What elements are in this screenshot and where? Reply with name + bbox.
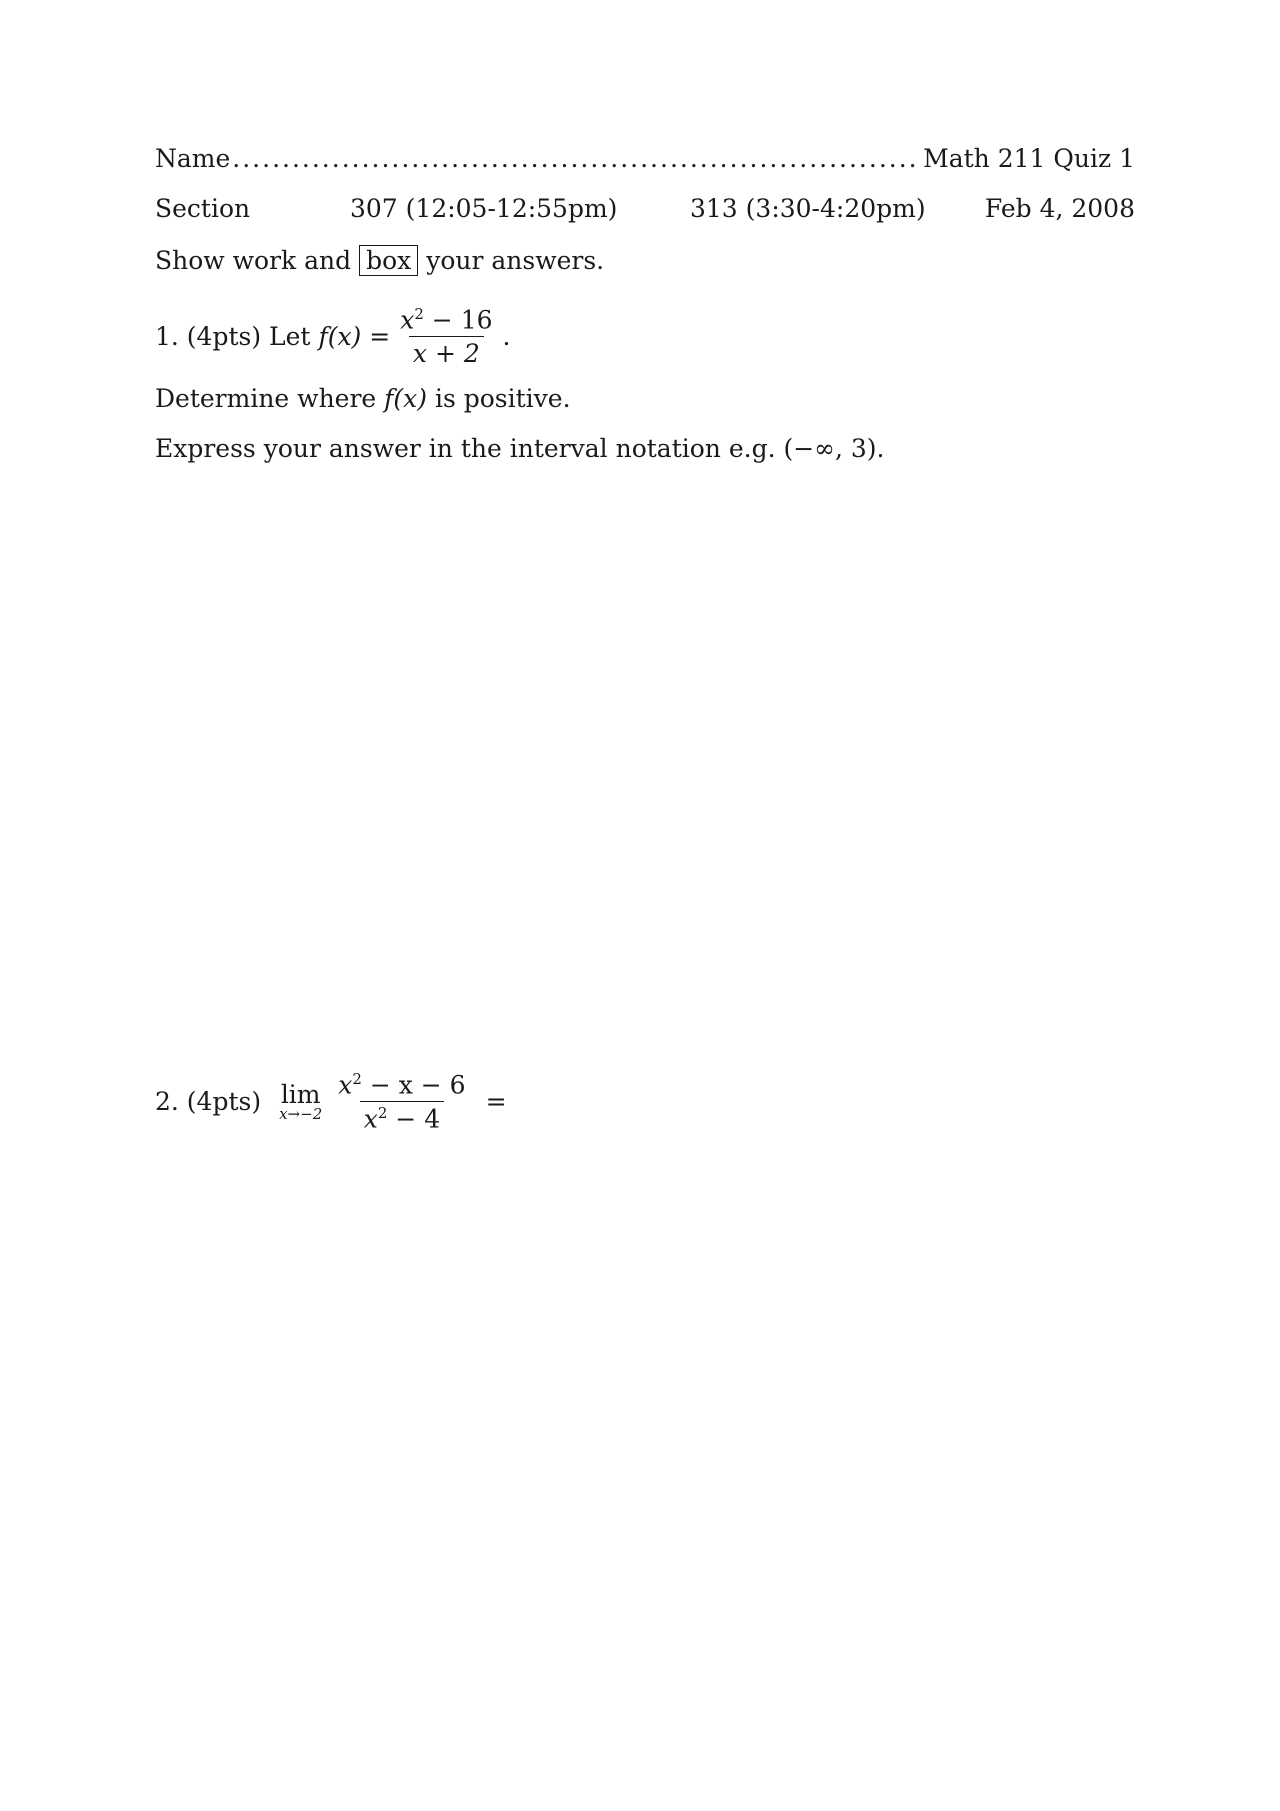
name-line xyxy=(155,144,1135,173)
instructions-before: Show work and xyxy=(155,246,352,275)
q1-denominator: x + 2 xyxy=(409,336,484,368)
q2-limit-subscript: x→−2 xyxy=(279,1105,323,1124)
q1-express-line: Express your answer in the interval notation e.g. (−∞, 3). xyxy=(155,434,885,463)
instructions xyxy=(155,246,1135,275)
q2-numerator: $x^2 - x - 6$ xyxy=(338,1070,466,1100)
q1-determine-line: Determine where f(x) is positive. xyxy=(155,384,571,413)
q2-limit: lim x→−2 xyxy=(279,1080,323,1124)
q1-lead: 1. (4pts) Let xyxy=(155,322,311,352)
section-label: Section xyxy=(155,194,251,223)
q1-period: . xyxy=(502,322,511,352)
section-option-313: 313 (3:30-4:20pm) xyxy=(690,194,926,223)
q1-fraction xyxy=(396,305,496,368)
name-fill-dots xyxy=(232,144,921,173)
quiz-date: Feb 4, 2008 xyxy=(984,194,1135,223)
q2-denominator: $x^2 - 4$ xyxy=(360,1101,444,1133)
q2-lead: 2. (4pts) xyxy=(155,1087,262,1117)
instructions-boxed-word: box xyxy=(359,245,418,276)
q2-equals: = xyxy=(485,1087,507,1117)
question-1 xyxy=(155,305,1135,368)
section-option-307: 307 (12:05-12:55pm) xyxy=(350,194,618,223)
question-2 xyxy=(155,1070,1135,1134)
q1-function: f(x) = xyxy=(318,322,391,352)
name-label: Name xyxy=(155,144,231,173)
q1-numerator: $x^2 - 16$ xyxy=(400,305,493,335)
q2-fraction xyxy=(334,1070,469,1134)
course-title: Math 211 Quiz 1 xyxy=(923,144,1135,173)
instructions-after: your answers. xyxy=(426,246,605,275)
